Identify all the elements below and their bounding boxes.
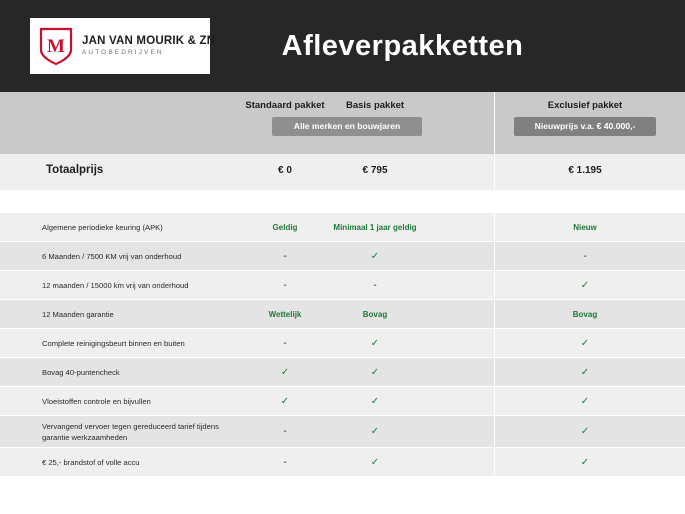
- table-row: [0, 387, 685, 416]
- table-row: [0, 242, 685, 271]
- document-footer: [0, 500, 685, 514]
- cell-basis: ✓: [370, 395, 380, 407]
- cell-basis: Bovag: [362, 309, 388, 319]
- feature-label: 6 Maanden / 7500 KM vrij van onderhoud: [42, 251, 182, 261]
- cell-standaard: -: [283, 456, 287, 468]
- page-title-text: Afleverpakketten: [281, 29, 524, 62]
- badge-alle-merken: Alle merken en bouwjaren: [272, 117, 422, 136]
- total-price-row: [0, 154, 685, 191]
- document-header: [0, 0, 685, 92]
- svg-text:M: M: [47, 36, 65, 57]
- cell-exclusief: ✓: [580, 456, 590, 468]
- feature-rows: [0, 213, 685, 477]
- table-row: [0, 271, 685, 300]
- feature-label: Vloeistoffen controle en bijvullen: [42, 396, 151, 406]
- cell-standaard: Wettelijk: [268, 309, 302, 319]
- cell-exclusief: Bovag: [572, 309, 598, 319]
- column-header-standaard: Standaard pakket: [245, 100, 325, 111]
- total-price-label: Totaalprijs: [46, 164, 104, 176]
- company-logo: [30, 18, 216, 74]
- logo-brand-name: JAN VAN MOURIK & ZN: [82, 34, 216, 47]
- column-header-exclusief: Exclusief pakket: [547, 100, 623, 111]
- column-divider-band: [494, 92, 495, 154]
- feature-label: Algemene periodieke keuring (APK): [42, 222, 163, 232]
- row-spacer: [0, 191, 685, 213]
- cell-basis: ✓: [370, 366, 380, 378]
- feature-label: 12 Maanden garantie: [42, 309, 114, 319]
- logo-text-block: [82, 35, 215, 58]
- table-row: [0, 329, 685, 358]
- cell-basis: ✓: [370, 337, 380, 349]
- cell-standaard: Geldig: [272, 222, 298, 232]
- cell-exclusief: -: [583, 250, 587, 262]
- logo-tagline: AUTOBEDRIJVEN: [82, 48, 164, 56]
- cell-exclusief: ✓: [580, 279, 590, 291]
- cell-standaard: ✓: [280, 366, 290, 378]
- cell-basis: ✓: [370, 456, 380, 468]
- cell-exclusief: ✓: [580, 366, 590, 378]
- cell-standaard: -: [283, 250, 287, 262]
- feature-label: Vervangend vervoer tegen gereduceerd tarief tijdens garantie werkzaamheden: [42, 421, 219, 442]
- cell-exclusief: ✓: [580, 337, 590, 349]
- cell-standaard: -: [283, 337, 287, 349]
- feature-label: € 25,- brandstof of volle accu: [42, 457, 140, 467]
- table-row: [0, 300, 685, 329]
- feature-label: 12 maanden / 15000 km vrij van onderhoud: [42, 280, 189, 290]
- cell-exclusief: Nieuw: [573, 222, 597, 232]
- cell-standaard: -: [283, 279, 287, 291]
- cell-basis: ✓: [370, 250, 380, 262]
- table-row: [0, 213, 685, 242]
- badge-nieuwprijs: Nieuwprijs v.a. € 40.000,-: [514, 117, 656, 136]
- table-row: [0, 448, 685, 477]
- column-header-basis: Basis pakket: [345, 100, 405, 111]
- cell-basis: ✓: [370, 426, 380, 437]
- shield-monogram-icon: [38, 26, 74, 66]
- cell-basis: -: [373, 279, 377, 291]
- cell-basis: Minimaal 1 jaar geldig: [333, 222, 417, 232]
- cell-standaard: -: [283, 426, 287, 437]
- column-header-band: [0, 92, 685, 154]
- total-price-basis: € 795: [362, 165, 388, 176]
- table-row: [0, 416, 685, 448]
- cell-exclusief: ✓: [580, 426, 590, 437]
- cell-exclusief: ✓: [580, 395, 590, 407]
- table-row: [0, 358, 685, 387]
- feature-label: Bovag 40-puntencheck: [42, 367, 120, 377]
- cell-standaard: ✓: [280, 395, 290, 407]
- total-price-exclusief: € 1.195: [568, 165, 602, 176]
- total-price-standaard: € 0: [278, 165, 292, 176]
- feature-label: Complete reinigingsbeurt binnen en buiten: [42, 338, 185, 348]
